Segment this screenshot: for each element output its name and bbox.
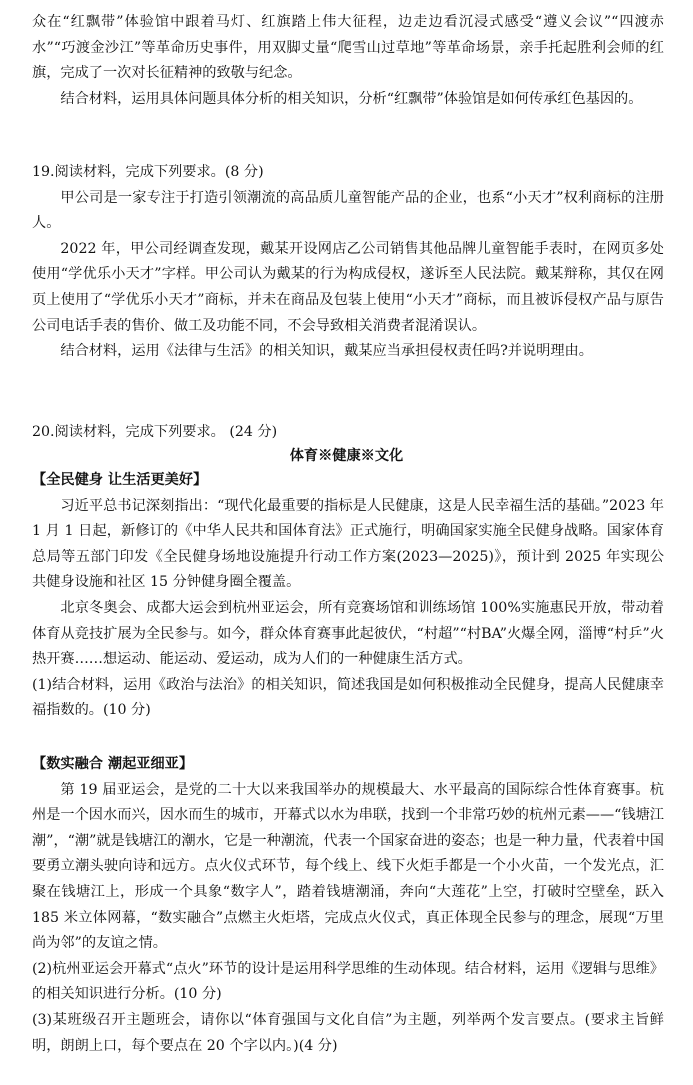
section-1-paragraph-2: 北京冬奥会、成都大运会到杭州亚运会，所有竞赛场馆和训练场馆 100%实施惠民开放，带动着体育从竞技扩展为全民参与。如今，群众体育赛事此起彼伏，“村超”“村BA”火爆全网，淄博“村乒”火热开赛……想运动、能运动、爱运动，成为人们的一种健康生活方式。 [32,599,664,668]
question-20-3: (3)某班级召开主题班会，请你以“体育强国与文化自信”为主题，列举两个发言要点。(要求主旨鲜明，朗朗上口，每个要点在 20 个字以内。)(4 分) [32,1011,664,1054]
q19-paragraph-2: 2022 年，甲公司经调查发现，戴某开设网店乙公司销售其他品牌儿童智能手表时，在网页多处使用“学优乐小天才”字样。甲公司认为戴某的行为构成侵权，遂诉至人民法院。戴某辩称，其仅在网页上使用了“学优乐小天才”商标，并未在商品及包装上使用“小天才”商标，而且被诉侵权产品与原告公司电话手表的售价、做工及功能不同，不会导致相关消费者混淆误认。 [32,240,664,334]
question-19 [32,160,664,365]
intro-question: 结合材料，运用具体问题具体分析的相关知识，分析“红飘带”体验馆是如何传承红色基因的。 [60,90,643,107]
q19-question: 结合材料，运用《法律与生活》的相关知识，戴某应当承担侵权责任吗?并说明理由。 [60,343,593,360]
section-1-paragraph-1: 习近平总书记深刻指出：“现代化最重要的指标是人民健康，这是人民幸福生活的基础。”2023 年 1 月 1 日起，新修订的《中华人民共和国体育法》正式施行，明确国家实施全民健身战略。国家体育总局等五部门印发《全民健身场地设施提升行动工作方案(2023—2025)》，预计到 2025 年实现公共健身设施和社区 15 分钟健身圈全覆盖。 [32,497,664,591]
section-2-title: 【数实融合 潮起亚细亚】 [32,756,194,772]
q20-section-1 [32,468,664,724]
section-2-paragraph: 第 19 届亚运会，是党的二十大以来我国举办的规模最大、水平最高的国际综合性体育赛事。杭州是一个因水而兴，因水而生的城市，开幕式以水为串联，找到一个非常巧妙的杭州元素——“钱塘江潮”，“潮”就是钱塘江的潮水，它是一种潮流，代表一个国家奋进的姿态；也是一种力量，代表着中国要勇立潮头驶向诗和远方。点火仪式环节，每个线上、线下火炬手都是一个小火苗，一个发光点，汇聚在钱塘江上，形成一个具象“数字人”，踏着钱塘潮涌，奔向“大莲花”上空，打破时空壁垒，跃入 185 米立体网幕，“数实融合”点燃主火炬塔，完成点火仪式，真正体现全民参与的理念，展现“万里尚为邻”的友谊之情。 [32,781,664,952]
intro-section [32,10,664,112]
q19-header: 19.阅读材料，完成下列要求。(8 分) [32,164,264,180]
intro-paragraph: 众在“红飘带”体验馆中跟着马灯、红旗踏上伟大征程，边走边看沉浸式感受“遵义会议”“四渡赤水”“巧渡金沙江”等革命历史事件，用双脚丈量“爬雪山过草地”等革命场景，亲手托起胜利会师的红旗，完成了一次对长征精神的致敬与纪念。 [32,14,664,82]
q20-section-2 [32,752,664,1059]
section-1-title: 【全民健身 让生活更美好】 [32,472,208,488]
question-20-2: (2)杭州亚运会开幕式“点火”环节的设计是运用科学思维的生动体现。结合材料，运用《逻辑与思维》的相关知识进行分析。(10 分) [32,960,664,1003]
q19-paragraph-1: 甲公司是一家专注于打造引领潮流的高品质儿童智能产品的企业，也系“小天才”权利商标的注册人。 [32,189,664,232]
q20-title: 体育※健康※文化 [289,448,404,464]
question-20-1: (1)结合材料，运用《政治与法治》的相关知识，简述我国是如何积极推动全民健身，提高人民健康幸福指数的。(10 分) [32,676,664,719]
q20-header: 20.阅读材料，完成下列要求。 (24 分) [32,424,278,440]
